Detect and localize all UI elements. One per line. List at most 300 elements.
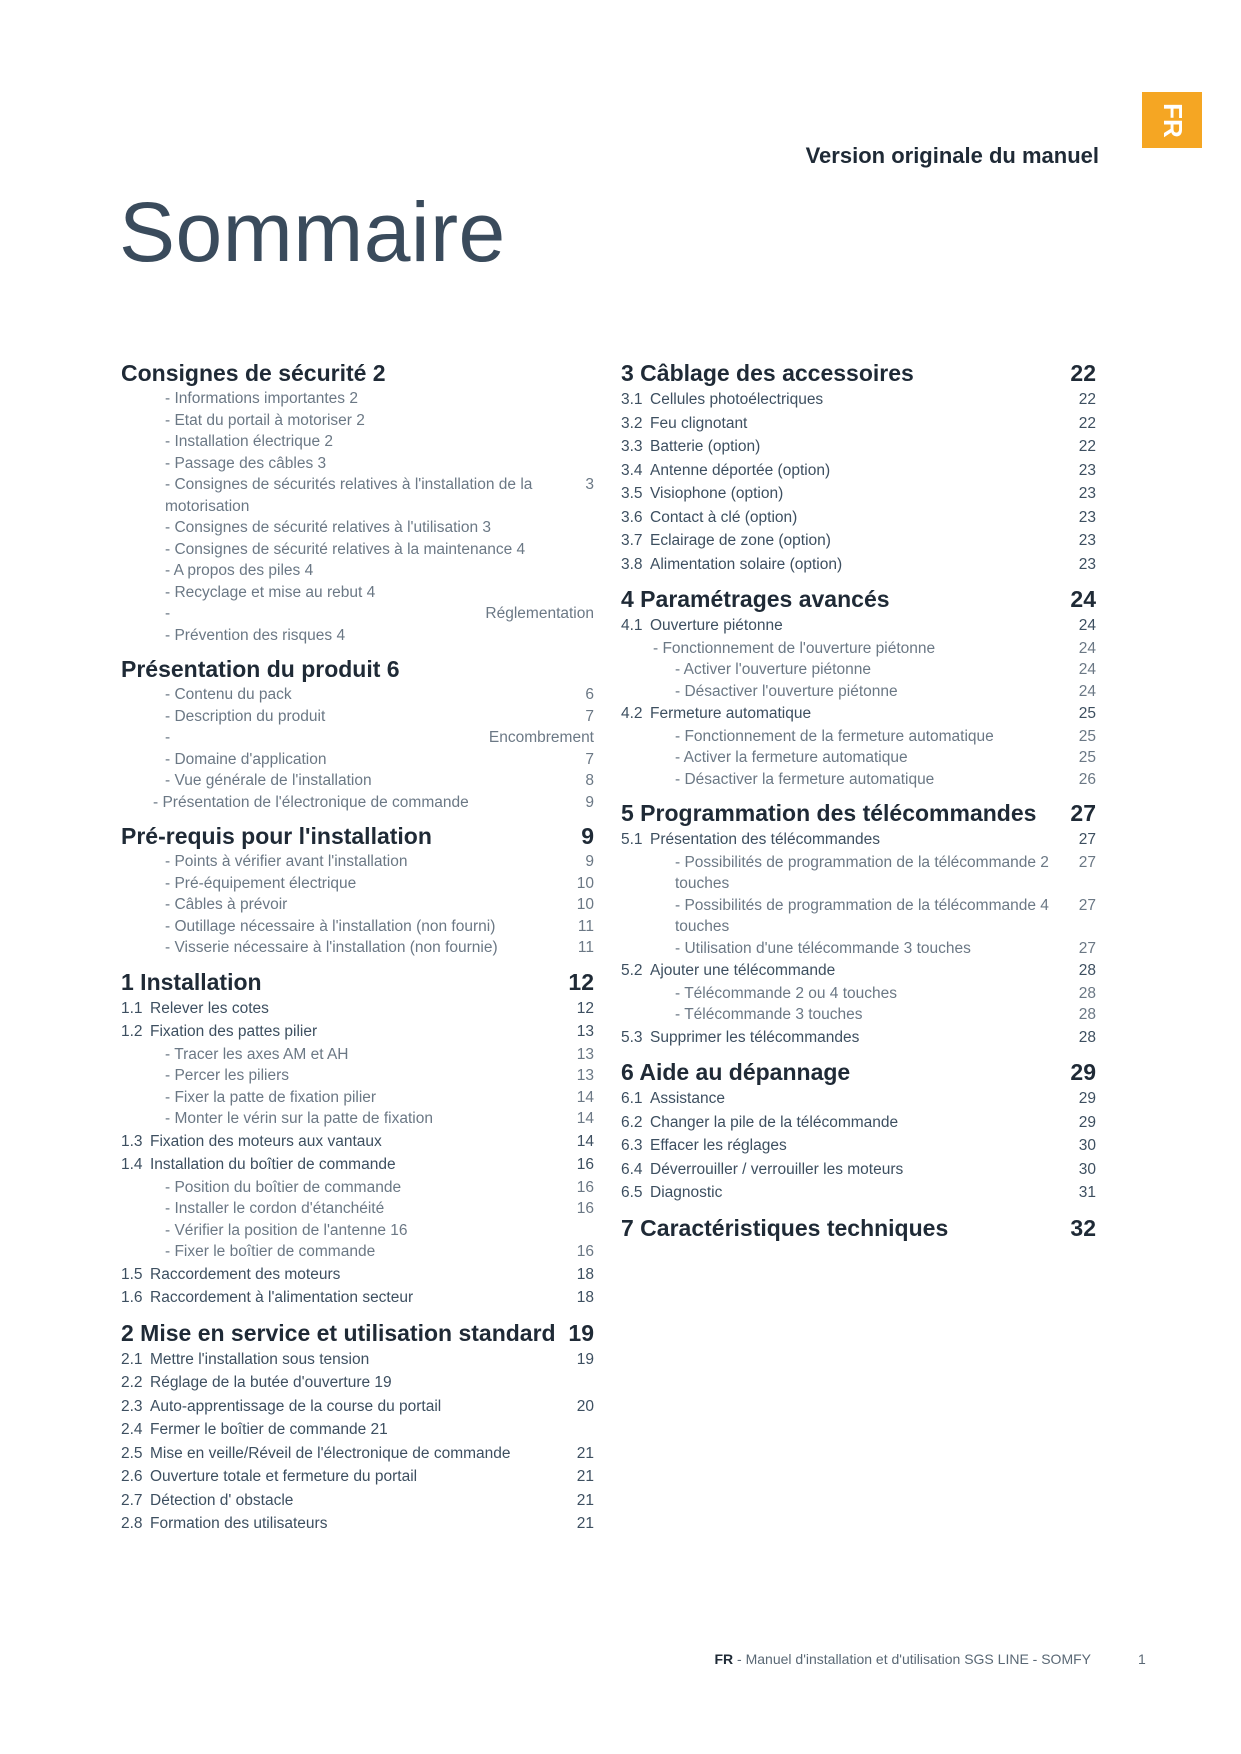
toc-text: Ouverture totale et fermeture du portail [150,1468,418,1485]
toc-label: - Domaine d'application [165,750,327,768]
toc-label [121,1395,441,1419]
toc-number: 3.3 [621,438,643,455]
toc-label [621,388,823,412]
toc-label: 7 Caractéristiques techniques [621,1214,949,1241]
toc-text: Fixation des moteurs aux vantaux [150,1132,382,1150]
toc-subsection[interactable] [121,1263,594,1287]
toc-subsection[interactable] [621,702,1096,726]
toc-label [121,1442,511,1466]
toc-number: 3.5 [621,485,643,502]
toc-number: 2.3 [121,1397,143,1415]
toc-page-number: 27 [1078,831,1096,848]
toc-number: 6.4 [621,1160,643,1178]
toc-page-number: 10 [576,874,594,892]
toc-item[interactable] [121,749,594,771]
toc-text: Formation des utilisateurs [150,1515,328,1532]
toc-text: Raccordement des moteurs [150,1265,341,1283]
toc-page-number: 25 [1078,705,1096,722]
toc-item[interactable] [621,983,1096,1005]
toc-page-number: Encombrement [488,729,594,746]
toc-page-number: 16 [576,1243,594,1260]
toc-item[interactable] [121,1198,594,1220]
toc-subsection[interactable] [121,1348,594,1372]
toc-subsection[interactable] [121,1512,594,1536]
toc-page-number: 25 [1078,749,1096,766]
toc-number: 6.5 [621,1184,643,1201]
toc-label: - Description du produit [165,707,326,725]
page-title: Sommaire [119,185,506,279]
toc-label: 6 Aide au dépannage [621,1059,851,1085]
toc-text: Mettre l'installation sous tension [150,1350,370,1368]
toc-item[interactable] [121,539,594,561]
toc-label: - Fonctionnement de la fermeture automatique [675,727,994,745]
toc-label [121,1418,388,1442]
toc-number: 2.4 [121,1421,143,1438]
toc-item[interactable] [621,659,1096,681]
toc-subsection[interactable] [621,553,1096,577]
toc-page-number: 14 [576,1110,594,1127]
toc-number: 5.1 [621,831,643,848]
toc-label [621,412,747,436]
toc-text: Eclairage de zone (option) [650,532,831,549]
toc-page-number: 27 [1078,853,1096,871]
toc-page-number: 24 [1078,682,1096,700]
toc-label [621,506,797,530]
toc-label: - Désactiver l'ouverture piétonne [675,682,898,700]
toc-subsection[interactable] [121,1442,594,1466]
toc-subsection[interactable] [121,1489,594,1513]
toc-item[interactable] [121,706,594,728]
toc-text: Raccordement à l'alimentation secteur [150,1289,414,1306]
toc-text: Effacer les réglages [650,1137,787,1154]
toc-page-number: 8 [585,772,594,789]
toc-text: Feu clignotant [650,414,748,432]
toc-label [121,1020,317,1044]
toc-page-number: 23 [1078,532,1096,549]
toc-label: - Monter le vérin sur la patte de fixation [165,1110,433,1127]
toc-item[interactable] [121,1220,594,1242]
toc-page-number: 13 [576,1045,594,1063]
toc-page-number: 7 [585,750,594,768]
toc-label [621,1181,722,1205]
toc-page-number: 22 [1070,360,1096,386]
toc-text: Contact à clé (option) [650,508,798,526]
toc-subsection[interactable] [621,435,1096,459]
toc-page-number: 9 [585,853,594,870]
toc-page-number: 26 [1078,770,1096,788]
toc-label [121,1489,293,1513]
toc-label [121,1371,392,1395]
toc-page-number: 21 [576,1444,594,1462]
toc-page-number: 28 [1078,962,1096,979]
toc-item[interactable] [121,1108,594,1130]
toc-label: - Informations importantes 2 [165,390,358,407]
toc-item[interactable] [121,1087,594,1109]
toc-page-number: Réglementation [485,605,594,622]
toc-label: - Prévention des risques 4 [165,626,346,644]
toc-item[interactable] [621,769,1096,791]
toc-label [621,1087,725,1111]
toc-label: 1 Installation [121,968,262,995]
toc-label: - Recyclage et mise au rebut 4 [165,583,376,601]
toc-subsection[interactable] [621,459,1096,483]
toc-label [621,1158,903,1182]
toc-label: - Vue générale de l'installation [165,772,372,789]
toc-subsection[interactable] [621,482,1096,506]
toc-label [621,1026,859,1050]
toc-number: 3.4 [621,461,643,479]
toc-page-number: 29 [1078,1090,1096,1107]
toc-subsection[interactable] [621,1087,1096,1111]
toc-number: 1.2 [121,1023,143,1040]
toc-text: Fermer le boîtier de commande 21 [150,1421,388,1438]
toc-item[interactable] [121,410,594,432]
toc-subsection[interactable] [121,1130,594,1154]
toc-label [621,959,835,983]
toc-number: 2.7 [121,1491,143,1509]
toc-page-number: 23 [1078,555,1096,573]
toc-page-number: 19 [576,1350,594,1368]
toc-text: Ajouter une télécommande [650,962,836,979]
toc-number: 5.2 [621,962,643,979]
toc-item[interactable] [121,873,594,895]
toc-label: - Câbles à prévoir [165,896,288,913]
toc-label: Consignes de sécurité 2 [121,360,386,386]
toc-page-number: 10 [576,896,594,913]
toc-number: 3.1 [621,391,643,408]
toc-label: - Pré-équipement électrique [165,874,357,892]
toc-page-number: 28 [1078,1006,1096,1023]
toc-page-number: 30 [1078,1160,1096,1178]
toc-page-number: 18 [576,1289,594,1306]
toc-subsection[interactable] [121,1153,594,1177]
toc-label: - Vérifier la position de l'antenne 16 [165,1221,408,1239]
toc-number: 3.7 [621,532,643,549]
toc-label: 4 Paramétrages avancés [621,586,890,612]
toc-number: 1.1 [121,999,143,1017]
toc-label: - Tracer les axes AM et AH [165,1045,349,1063]
toc-page-number: 7 [585,707,594,725]
toc-page-number: 18 [576,1265,594,1283]
toc-page-number: 21 [576,1468,594,1485]
toc-item[interactable] [621,938,1096,960]
toc-page-number: 16 [576,1156,594,1173]
toc-page-number: 9 [585,793,594,811]
toc-number: 4.1 [621,617,643,634]
toc-text: Installation du boîtier de commande [150,1156,396,1173]
toc-label [121,1286,413,1310]
toc-page-number: 14 [576,1088,594,1106]
toc-item[interactable] [121,727,594,749]
toc-number: 6.1 [621,1090,643,1107]
toc-subsection[interactable] [121,997,594,1021]
toc-subsection[interactable] [621,529,1096,553]
toc-label [621,828,880,852]
toc-text: Supprimer les télécommandes [650,1028,860,1046]
version-label: Version originale du manuel [805,143,1099,168]
toc-label: - Consignes de sécurités relatives à l'installation de la motorisation [165,476,533,515]
toc-item[interactable] [121,851,594,873]
toc-item[interactable] [121,1065,594,1087]
toc-subsection[interactable] [621,959,1096,983]
toc-item[interactable] [621,747,1096,769]
toc-number: 6.3 [621,1137,643,1154]
toc-label [621,702,811,726]
toc-page-number: 16 [576,1200,594,1217]
toc-label: - Etat du portail à motoriser 2 [165,411,365,429]
toc-heading[interactable] [121,967,594,997]
toc-label [621,529,831,553]
toc-item[interactable] [121,1044,594,1066]
toc-page-number: 29 [1078,1113,1096,1131]
toc-page-number: 11 [577,939,594,956]
toc-subsection[interactable] [121,1020,594,1044]
toc-number: 3.6 [621,508,643,526]
toc-text: Changer la pile de la télécommande [650,1113,899,1131]
toc-number: 1.6 [121,1289,143,1306]
toc-label: - Outillage nécessaire à l'installation (non fourni) [165,917,496,935]
toc-text: Alimentation solaire (option) [650,555,843,573]
toc-page-number: 24 [1070,586,1096,612]
toc-heading[interactable] [121,654,594,684]
toc-item[interactable] [621,1004,1096,1026]
toc-subsection[interactable] [621,614,1096,638]
toc-subsection[interactable] [121,1418,594,1442]
toc-page-number: 30 [1078,1137,1096,1154]
toc-item[interactable] [121,517,594,539]
toc-page-number: 22 [1078,438,1096,455]
toc-label: - A propos des piles 4 [165,562,314,579]
toc-heading[interactable] [121,821,594,851]
toc-page-number: 12 [568,968,594,995]
toc-item[interactable] [121,603,594,625]
toc-subsection[interactable] [621,506,1096,530]
toc-number: 1.5 [121,1265,143,1283]
toc-item[interactable] [121,453,594,475]
toc-page-number: 23 [1078,508,1096,526]
page-footer [715,1651,1092,1667]
toc-subsection[interactable] [621,412,1096,436]
toc-item[interactable] [621,726,1096,748]
toc-label: - Consignes de sécurité relatives à l'utilisation 3 [165,519,492,536]
toc-label: 2 Mise en service et utilisation standard [121,1319,556,1346]
toc-number: 2.5 [121,1444,143,1462]
toc-heading[interactable] [621,798,1096,828]
toc-heading[interactable] [621,1213,1096,1243]
toc-subsection[interactable] [621,828,1096,852]
toc-label [621,459,830,483]
toc-subsection[interactable] [621,1111,1096,1135]
toc-right-column [621,358,1096,1243]
footer-lang: FR [714,1651,734,1667]
toc-page-number: 13 [576,1023,594,1040]
toc-label: - Fixer la patte de fixation pilier [165,1088,377,1106]
toc-page-number: 14 [576,1132,594,1150]
toc-left-column [121,358,594,1536]
toc-page-number: 21 [576,1491,594,1509]
toc-page-number: 3 [585,476,594,493]
toc-item[interactable] [621,638,1096,660]
toc-label [121,1465,417,1489]
toc-label: - Utilisation d'une télécommande 3 touches [675,939,971,957]
toc-item[interactable] [121,474,594,517]
toc-page-number: 9 [581,823,594,849]
toc-label [621,1134,787,1158]
toc-number: 2.8 [121,1515,143,1532]
toc-item[interactable] [621,895,1096,938]
toc-label: - [165,605,171,622]
toc-label: - Télécommande 3 touches [675,1006,863,1023]
toc-item[interactable] [121,431,594,453]
toc-heading[interactable] [621,584,1096,614]
toc-label: Pré-requis pour l'installation [121,823,432,849]
toc-label [121,1348,369,1372]
toc-text: Assistance [650,1090,725,1107]
toc-text: Auto-apprentissage de la course du portail [150,1397,442,1415]
toc-label: 5 Programmation des télécommandes [621,800,1037,826]
toc-subsection[interactable] [621,1026,1096,1050]
page-number: 1 [1138,1651,1146,1667]
toc-page-number: 19 [568,1319,594,1346]
toc-label [121,997,269,1021]
toc-text: Présentation des télécommandes [650,831,881,848]
toc-page-number: 12 [576,999,594,1017]
toc-page-number: 27 [1078,896,1096,914]
toc-page-number: 22 [1078,414,1096,432]
toc-page-number: 6 [585,686,594,703]
toc-item[interactable] [121,792,594,814]
toc-heading[interactable] [121,1318,594,1348]
toc-item[interactable] [621,681,1096,703]
toc-item[interactable] [121,560,594,582]
language-tab [1142,92,1202,148]
toc-number: 3.2 [621,414,643,432]
toc-page-number: 32 [1070,1214,1096,1241]
toc-number: 1.4 [121,1156,143,1173]
toc-item[interactable] [121,770,594,792]
toc-subsection[interactable] [621,1134,1096,1158]
toc-text: Diagnostic [650,1184,723,1201]
toc-subsection[interactable] [121,1286,594,1310]
toc-label [621,1111,898,1135]
toc-subsection[interactable] [121,1465,594,1489]
toc-page-number: 23 [1078,461,1096,479]
toc-label: - Visserie nécessaire à l'installation (non fournie) [165,939,498,956]
toc-label: - Activer l'ouverture piétonne [675,661,871,678]
toc-page-number: 28 [1078,984,1096,1002]
toc-item[interactable] [621,852,1096,895]
toc-page-number: 16 [576,1178,594,1196]
toc-page-number: 24 [1078,661,1096,678]
toc-text: Antenne déportée (option) [650,461,831,479]
toc-label: - Installer le cordon d'étanchéité [165,1200,385,1217]
toc-label [121,1153,396,1177]
toc-number: 2.1 [121,1350,143,1368]
toc-label: Présentation du produit 6 [121,656,400,682]
toc-text: Ouverture piétonne [650,617,783,634]
toc-item[interactable] [121,916,594,938]
toc-text: Fixation des pattes pilier [150,1023,318,1040]
toc-subsection[interactable] [621,1158,1096,1182]
toc-text: Relever les cotes [150,999,269,1017]
toc-label: - [165,729,171,746]
toc-label: - Contenu du pack [165,686,292,703]
toc-label: - Présentation de l'électronique de commande [153,793,469,811]
toc-item[interactable] [121,388,594,410]
toc-page-number: 11 [577,917,594,935]
toc-text: Mise en veille/Réveil de l'électronique de commande [150,1444,511,1462]
footer-text: - Manuel d'installation et d'utilisation SGS LINE - SOMFY [733,1651,1091,1667]
toc-text: Détection d' obstacle [150,1491,294,1509]
toc-label: - Consignes de sécurité relatives à la maintenance 4 [165,540,526,558]
toc-subsection[interactable] [121,1371,594,1395]
toc-label: - Fonctionnement de l'ouverture piétonne [653,639,936,657]
toc-text: Visiophone (option) [650,485,784,502]
toc-heading[interactable] [621,358,1096,388]
toc-label [621,482,783,506]
toc-label [121,1512,327,1536]
toc-page-number: 31 [1078,1184,1096,1201]
toc-page-number: 24 [1078,639,1096,657]
toc-page-number: 13 [576,1067,594,1084]
toc-number: 5.3 [621,1028,643,1046]
toc-item[interactable] [121,1241,594,1263]
toc-subsection[interactable] [621,1181,1096,1205]
toc-item[interactable] [121,894,594,916]
language-tab-label: FR [1157,102,1188,138]
toc-page-number: 21 [576,1515,594,1532]
toc-page-number: 25 [1078,727,1096,745]
toc-item[interactable] [121,937,594,959]
toc-subsection[interactable] [621,388,1096,412]
toc-label: - Percer les piliers [165,1067,290,1084]
toc-number: 1.3 [121,1132,143,1150]
toc-label: - Possibilités de programmation de la télécommande 2 touches [675,853,1049,892]
toc-number: 2.2 [121,1374,143,1391]
toc-label: - Points à vérifier avant l'installation [165,853,408,870]
toc-label [621,614,783,638]
toc-page-number: 27 [1078,939,1096,957]
toc-subsection[interactable] [121,1395,594,1419]
toc-label: - Position du boîtier de commande [165,1178,402,1196]
toc-label: - Désactiver la fermeture automatique [675,770,935,788]
toc-label: - Installation électrique 2 [165,433,334,450]
toc-number: 2.6 [121,1468,143,1485]
toc-label [121,1263,340,1287]
toc-item[interactable] [121,625,594,647]
toc-label: - Possibilités de programmation de la télécommande 4 touches [675,896,1049,935]
toc-page-number: 20 [576,1397,594,1415]
toc-label: - Activer la fermeture automatique [675,749,908,766]
toc-page-number: 28 [1078,1028,1096,1046]
toc-text: Déverrouiller / verrouiller les moteurs [650,1160,904,1178]
toc-text: Fermeture automatique [650,705,812,722]
toc-page-number: 27 [1070,800,1096,826]
toc-text: Cellules photoélectriques [650,391,824,408]
toc-label: - Télécommande 2 ou 4 touches [675,984,898,1002]
toc-item[interactable] [121,582,594,604]
toc-number: 6.2 [621,1113,643,1131]
toc-heading[interactable] [121,358,594,388]
toc-label [621,435,760,459]
toc-item[interactable] [121,1177,594,1199]
toc-heading[interactable] [621,1057,1096,1087]
toc-page-number: 23 [1078,485,1096,502]
toc-item[interactable] [121,684,594,706]
toc-label: 3 Câblage des accessoires [621,360,914,386]
toc-text: Batterie (option) [650,438,761,455]
toc-page-number: 22 [1078,391,1096,408]
